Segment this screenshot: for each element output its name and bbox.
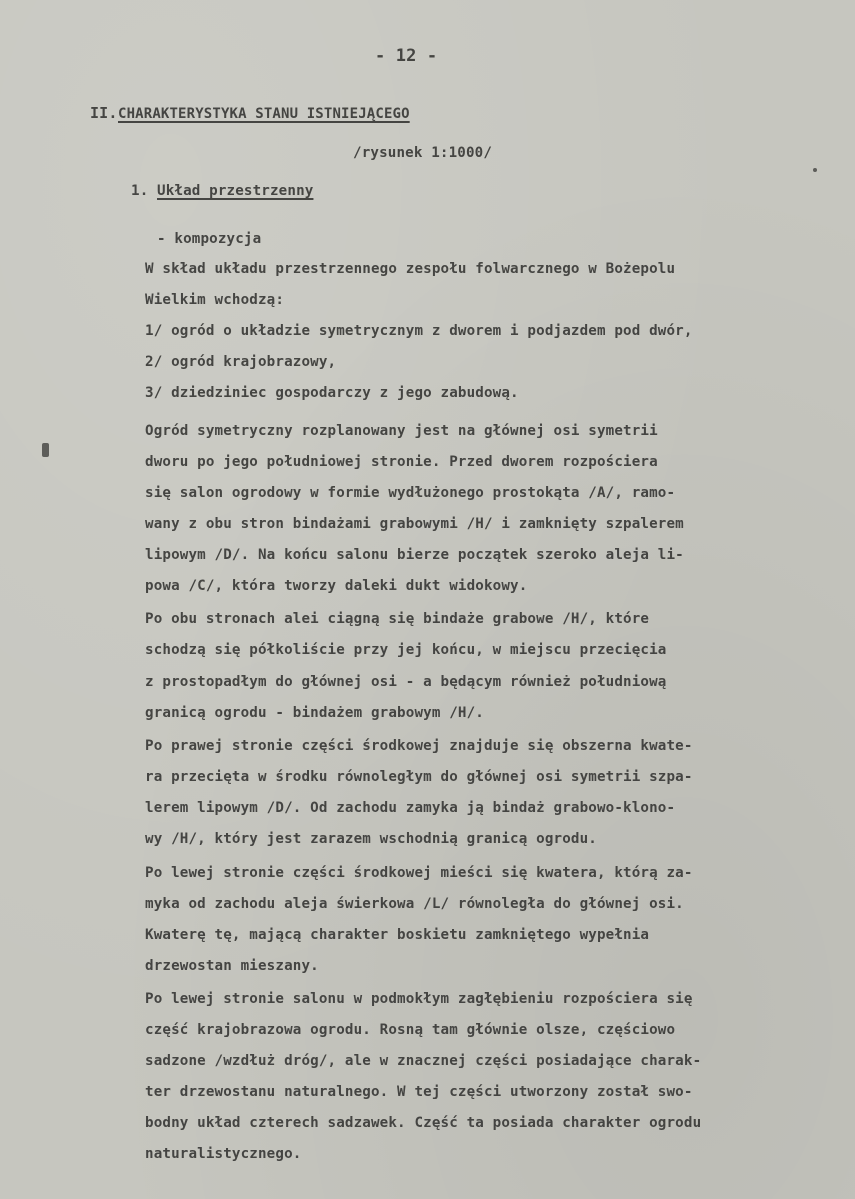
- section-title: Układ przestrzenny: [157, 183, 314, 199]
- body-line: Po lewej stronie części środkowej mieści się kwatera, którą za-: [145, 865, 693, 881]
- chapter-subtitle: /rysunek 1:1000/: [353, 145, 493, 161]
- body-line: lipowym /D/. Na końcu salonu bierze początek szeroko aleja li-: [145, 547, 684, 563]
- body-line: 1/ ogród o układzie symetrycznym z dworem i podjazdem pod dwór,: [145, 323, 693, 339]
- subheading: - kompozycja: [157, 231, 262, 247]
- body-line: Kwaterę tę, mającą charakter boskietu zamkniętego wypełnia: [145, 927, 650, 943]
- ink-speck: [813, 168, 817, 172]
- section-number: 1.: [131, 183, 149, 199]
- chapter-number: II.: [90, 104, 118, 122]
- body-line: naturalistycznego.: [145, 1146, 302, 1162]
- body-line: ra przecięta w środku równoległym do głównej osi symetrii szpa-: [145, 769, 693, 785]
- body-line: powa /C/, która tworzy daleki dukt widokowy.: [145, 578, 528, 594]
- body-line: myka od zachodu aleja świerkowa /L/ równoległa do głównej osi.: [145, 896, 684, 912]
- body-line: się salon ogrodowy w formie wydłużonego prostokąta /A/, ramo-: [145, 485, 676, 501]
- body-line: 2/ ogród krajobrazowy,: [145, 354, 337, 370]
- page-number: - 12 -: [375, 46, 438, 66]
- body-line: Ogród symetryczny rozplanowany jest na głównej osi symetrii: [145, 423, 658, 439]
- body-line: Po lewej stronie salonu w podmokłym zagłębieniu rozpościera się: [145, 991, 693, 1007]
- body-line: lerem lipowym /D/. Od zachodu zamyka ją bindaż grabowo-klono-: [145, 800, 676, 816]
- body-line: z prostopadłym do głównej osi - a będącym również południową: [145, 674, 667, 690]
- body-line: bodny układ czterech sadzawek. Część ta posiada charakter ogrodu: [145, 1115, 702, 1131]
- body-line: drzewostan mieszany.: [145, 958, 319, 974]
- body-line: W skład układu przestrzennego zespołu folwarcznego w Bożepolu: [145, 261, 676, 277]
- chapter-title: CHARAKTERYSTYKA STANU ISTNIEJĄCEGO: [118, 106, 410, 122]
- body-line: dworu po jego południowej stronie. Przed dworem rozpościera: [145, 454, 658, 470]
- body-line: Po obu stronach alei ciągną się bindaże grabowe /H/, które: [145, 611, 650, 627]
- body-line: wany z obu stron bindażami grabowymi /H/ i zamknięty szpalerem: [145, 516, 684, 532]
- body-line: 3/ dziedziniec gospodarczy z jego zabudową.: [145, 385, 519, 401]
- body-line: Wielkim wchodzą:: [145, 292, 285, 308]
- body-line: granicą ogrodu - bindażem grabowym /H/.: [145, 705, 484, 721]
- body-line: schodzą się półkoliście przy jej końcu, w miejscu przecięcia: [145, 642, 667, 658]
- body-line: Po prawej stronie części środkowej znajduje się obszerna kwate-: [145, 738, 693, 754]
- body-line: sadzone /wzdłuż dróg/, ale w znacznej części posiadające charak-: [145, 1053, 702, 1069]
- body-line: ter drzewostanu naturalnego. W tej części utworzony został swo-: [145, 1084, 693, 1100]
- body-line: część krajobrazowa ogrodu. Rosną tam głównie olsze, częściowo: [145, 1022, 676, 1038]
- margin-ink-mark: [42, 443, 49, 457]
- body-line: wy /H/, który jest zarazem wschodnią granicą ogrodu.: [145, 831, 597, 847]
